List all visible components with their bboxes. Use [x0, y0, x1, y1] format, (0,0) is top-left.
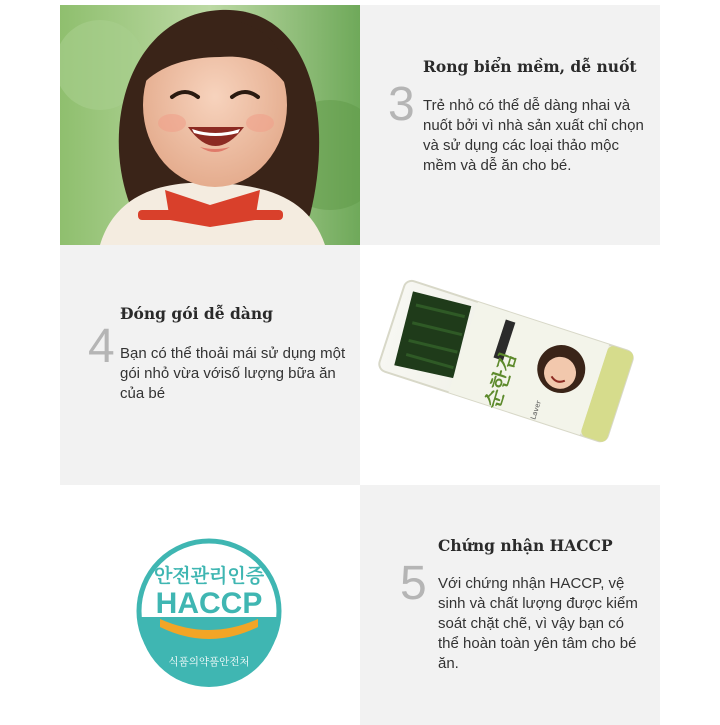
feature-number: 5 — [400, 557, 427, 610]
feature-panel-3 — [360, 5, 660, 245]
feature-description: Trẻ nhỏ có thể dễ dàng nhai và nuốt bởi vì nhà sản xuất chỉ chọn và sử dụng các loại thảo mộc mềm và dễ ăn cho bé. — [423, 97, 644, 174]
feature-title: Chứng nhận HACCP — [438, 536, 613, 555]
child-photo — [60, 5, 360, 245]
haccp-bottom-text: 식품의약품안전처 — [168, 656, 250, 668]
package-brand-text: 순한김 — [479, 348, 521, 412]
haccp-badge-panel — [60, 485, 360, 725]
feature-number: 3 — [388, 78, 415, 131]
feature-number: 4 — [88, 320, 115, 373]
haccp-certification-logo — [60, 485, 360, 725]
product-package-image — [360, 245, 660, 485]
feature-title: Đóng gói dễ dàng — [120, 304, 273, 323]
feature-description: Với chứng nhận HACCP, vệ sinh và chất lượng được kiểm soát chặt chẽ, vì vậy bạn có thể hoàn toàn yên tâm cho bé ăn. — [438, 575, 638, 672]
feature-panel-4 — [60, 245, 360, 485]
haccp-main-text: HACCP — [155, 587, 263, 620]
feature-description: Bạn có thể thoải mái sử dụng một gói nhỏ vừa vớisố lượng bữa ăn của bé — [120, 345, 346, 402]
feature-title: Rong biển mềm, dễ nuốt — [423, 57, 637, 76]
package-small-label: Laver — [529, 399, 543, 421]
feature-panel-5 — [360, 485, 660, 725]
haccp-top-text: 안전관리인증 — [153, 565, 265, 587]
